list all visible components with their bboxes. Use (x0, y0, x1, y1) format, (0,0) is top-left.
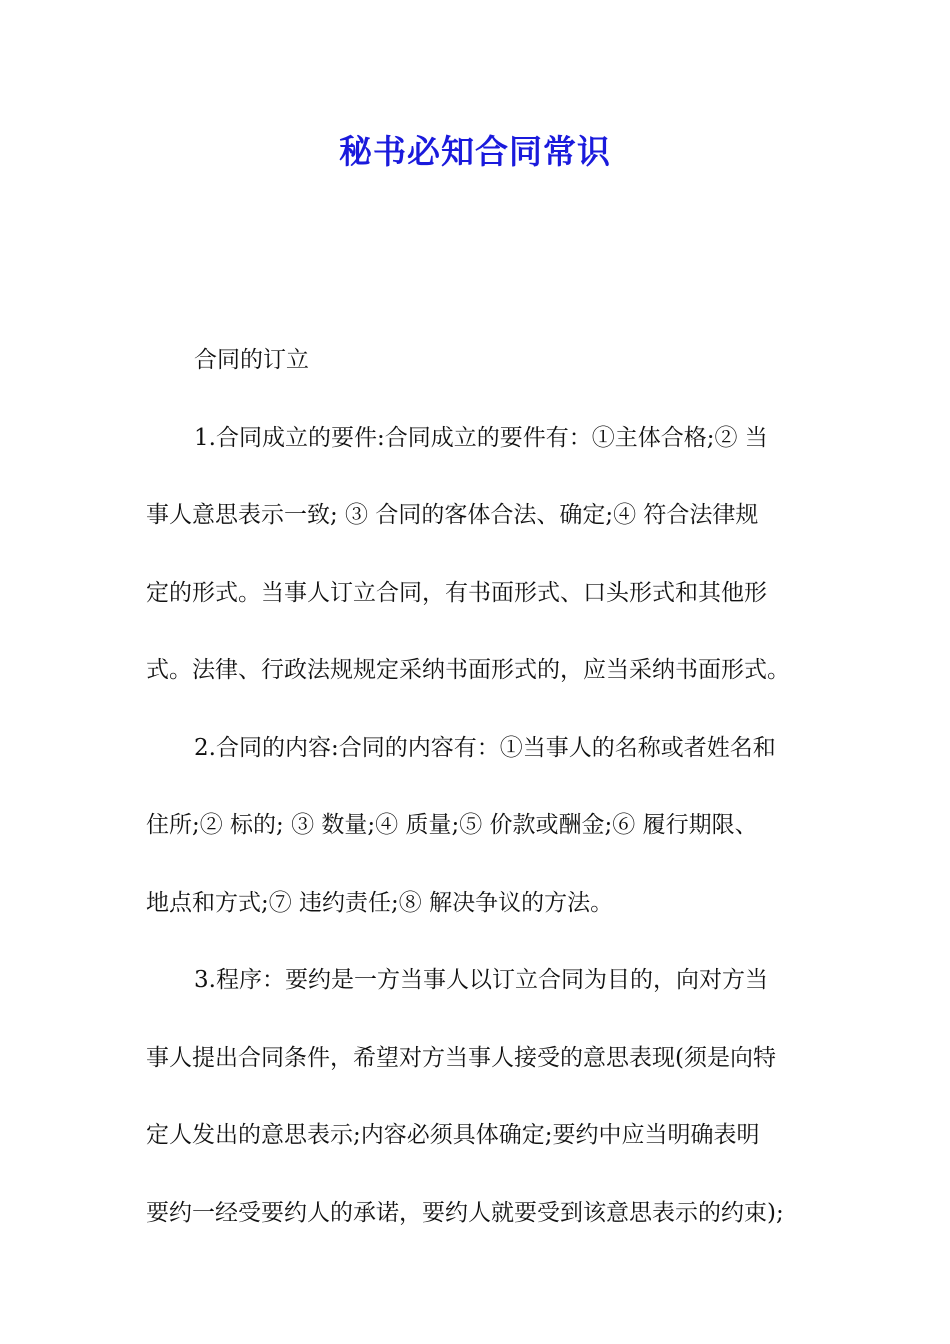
body-line: 定的形式。当事人订立合同，有书面形式、口头形式和其他形 (146, 579, 767, 606)
body-line: 定人发出的意思表示;内容必须具体确定;要约中应当明确表明 (146, 1122, 760, 1148)
section-heading: 合同的订立 (194, 347, 309, 373)
document-title: 秘书必知合同常识 (339, 132, 611, 171)
body-line: 地点和方式;⑦ 违约责任;⑧ 解决争议的方法。 (146, 889, 614, 916)
body-line: 1.合同成立的要件:合同成立的要件有：①主体合格;② 当 (194, 424, 768, 451)
document-body (146, 336, 810, 1266)
body-line: 要约一经受要约人的承诺，要约人就要受到该意思表示的约束); (146, 1199, 784, 1226)
body-line: 住所;② 标的; ③ 数量;④ 质量;⑤ 价款或酬金;⑥ 履行期限、 (146, 812, 758, 838)
body-line: 事人意思表示一致; ③ 合同的客体合法、确定;④ 符合法律规 (146, 502, 759, 528)
body-line: 3.程序：要约是一方当事人以订立合同为目的，向对方当 (194, 967, 768, 993)
body-line: 事人提出合同条件，希望对方当事人接受的意思表现(须是向特 (146, 1044, 776, 1071)
body-line: 2.合同的内容:合同的内容有：①当事人的名称或者姓名和 (194, 734, 776, 761)
body-line: 式。法律、行政法规规定采纳书面形式的，应当采纳书面形式。 (146, 657, 790, 683)
